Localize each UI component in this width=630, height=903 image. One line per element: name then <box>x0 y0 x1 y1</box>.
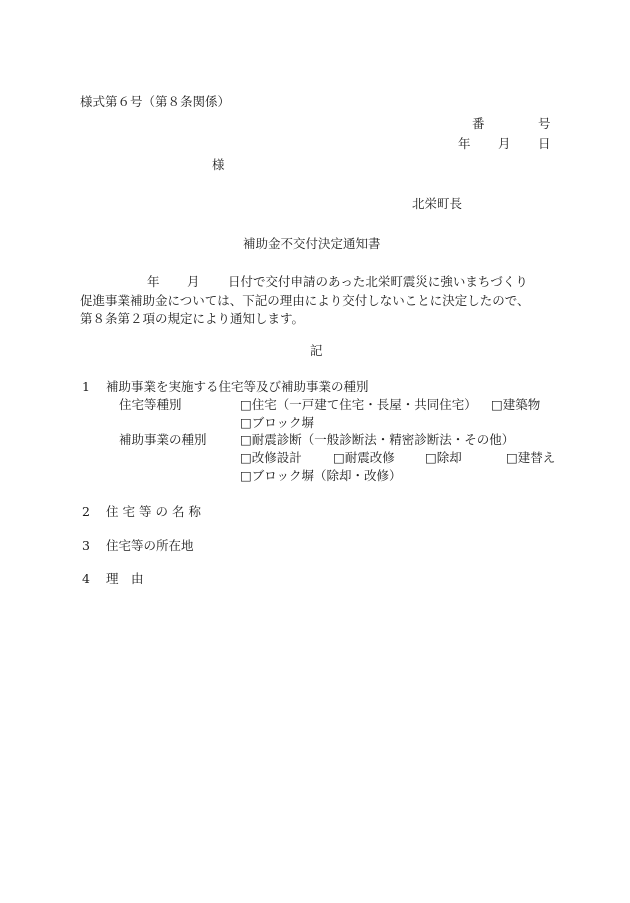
date-month-label: 月 <box>498 136 511 151</box>
body-year-label: 年 <box>147 274 160 289</box>
subsidy-option-block-wall: □ブロック塀（除却・改修） <box>240 468 402 483</box>
body-month-label: 月 <box>187 274 200 289</box>
housing-type-label: 住宅等種別 <box>119 397 182 412</box>
housing-option-house: □住宅（一戸建て住宅・長屋・共同住宅） <box>240 397 477 412</box>
subsidy-option-rebuild: □建替え <box>506 450 556 465</box>
form-label: 様式第６号（第８条関係） <box>80 94 231 109</box>
item-1-number: 1 <box>82 379 90 394</box>
item-4-number: 4 <box>82 571 90 586</box>
subsidy-option-design: □改修設計 <box>240 450 302 465</box>
date-day-label: 日 <box>538 136 551 151</box>
issuer-mayor: 北栄町長 <box>412 196 463 211</box>
body-line-3: 第８条第２項の規定により通知します。 <box>80 311 305 326</box>
subsidy-option-diagnosis: □耐震診断（一般診断法・精密診断法・その他） <box>240 432 515 447</box>
number-suffix: 号 <box>538 116 551 131</box>
housing-option-building: □建築物 <box>491 397 541 412</box>
document-title: 補助金不交付決定通知書 <box>243 236 381 251</box>
item-1-label: 補助事業を実施する住宅等及び補助事業の種別 <box>106 379 369 394</box>
item-3-label: 住宅等の所在地 <box>106 538 194 553</box>
ki-heading: 記 <box>310 343 323 358</box>
addressee-honorific: 様 <box>212 157 225 172</box>
subsidy-type-label: 補助事業の種別 <box>119 432 207 447</box>
date-year-label: 年 <box>458 136 471 151</box>
subsidy-option-demolition: □除却 <box>425 450 462 465</box>
number-label: 番 <box>472 116 485 131</box>
item-2-label: 住宅等の名称 <box>106 504 206 519</box>
item-4-label: 理 由 <box>106 571 144 586</box>
body-line-2: 促進事業補助金については、下記の理由により交付しないことに決定したので、 <box>80 293 530 308</box>
body-line-1: 日付で交付申請のあった北栄町震災に強いまちづくり <box>228 274 528 289</box>
item-3-number: 3 <box>82 538 90 553</box>
housing-option-block-wall: □ブロック塀 <box>240 415 315 430</box>
subsidy-option-retrofit: □耐震改修 <box>333 450 395 465</box>
item-2-number: 2 <box>82 504 90 519</box>
